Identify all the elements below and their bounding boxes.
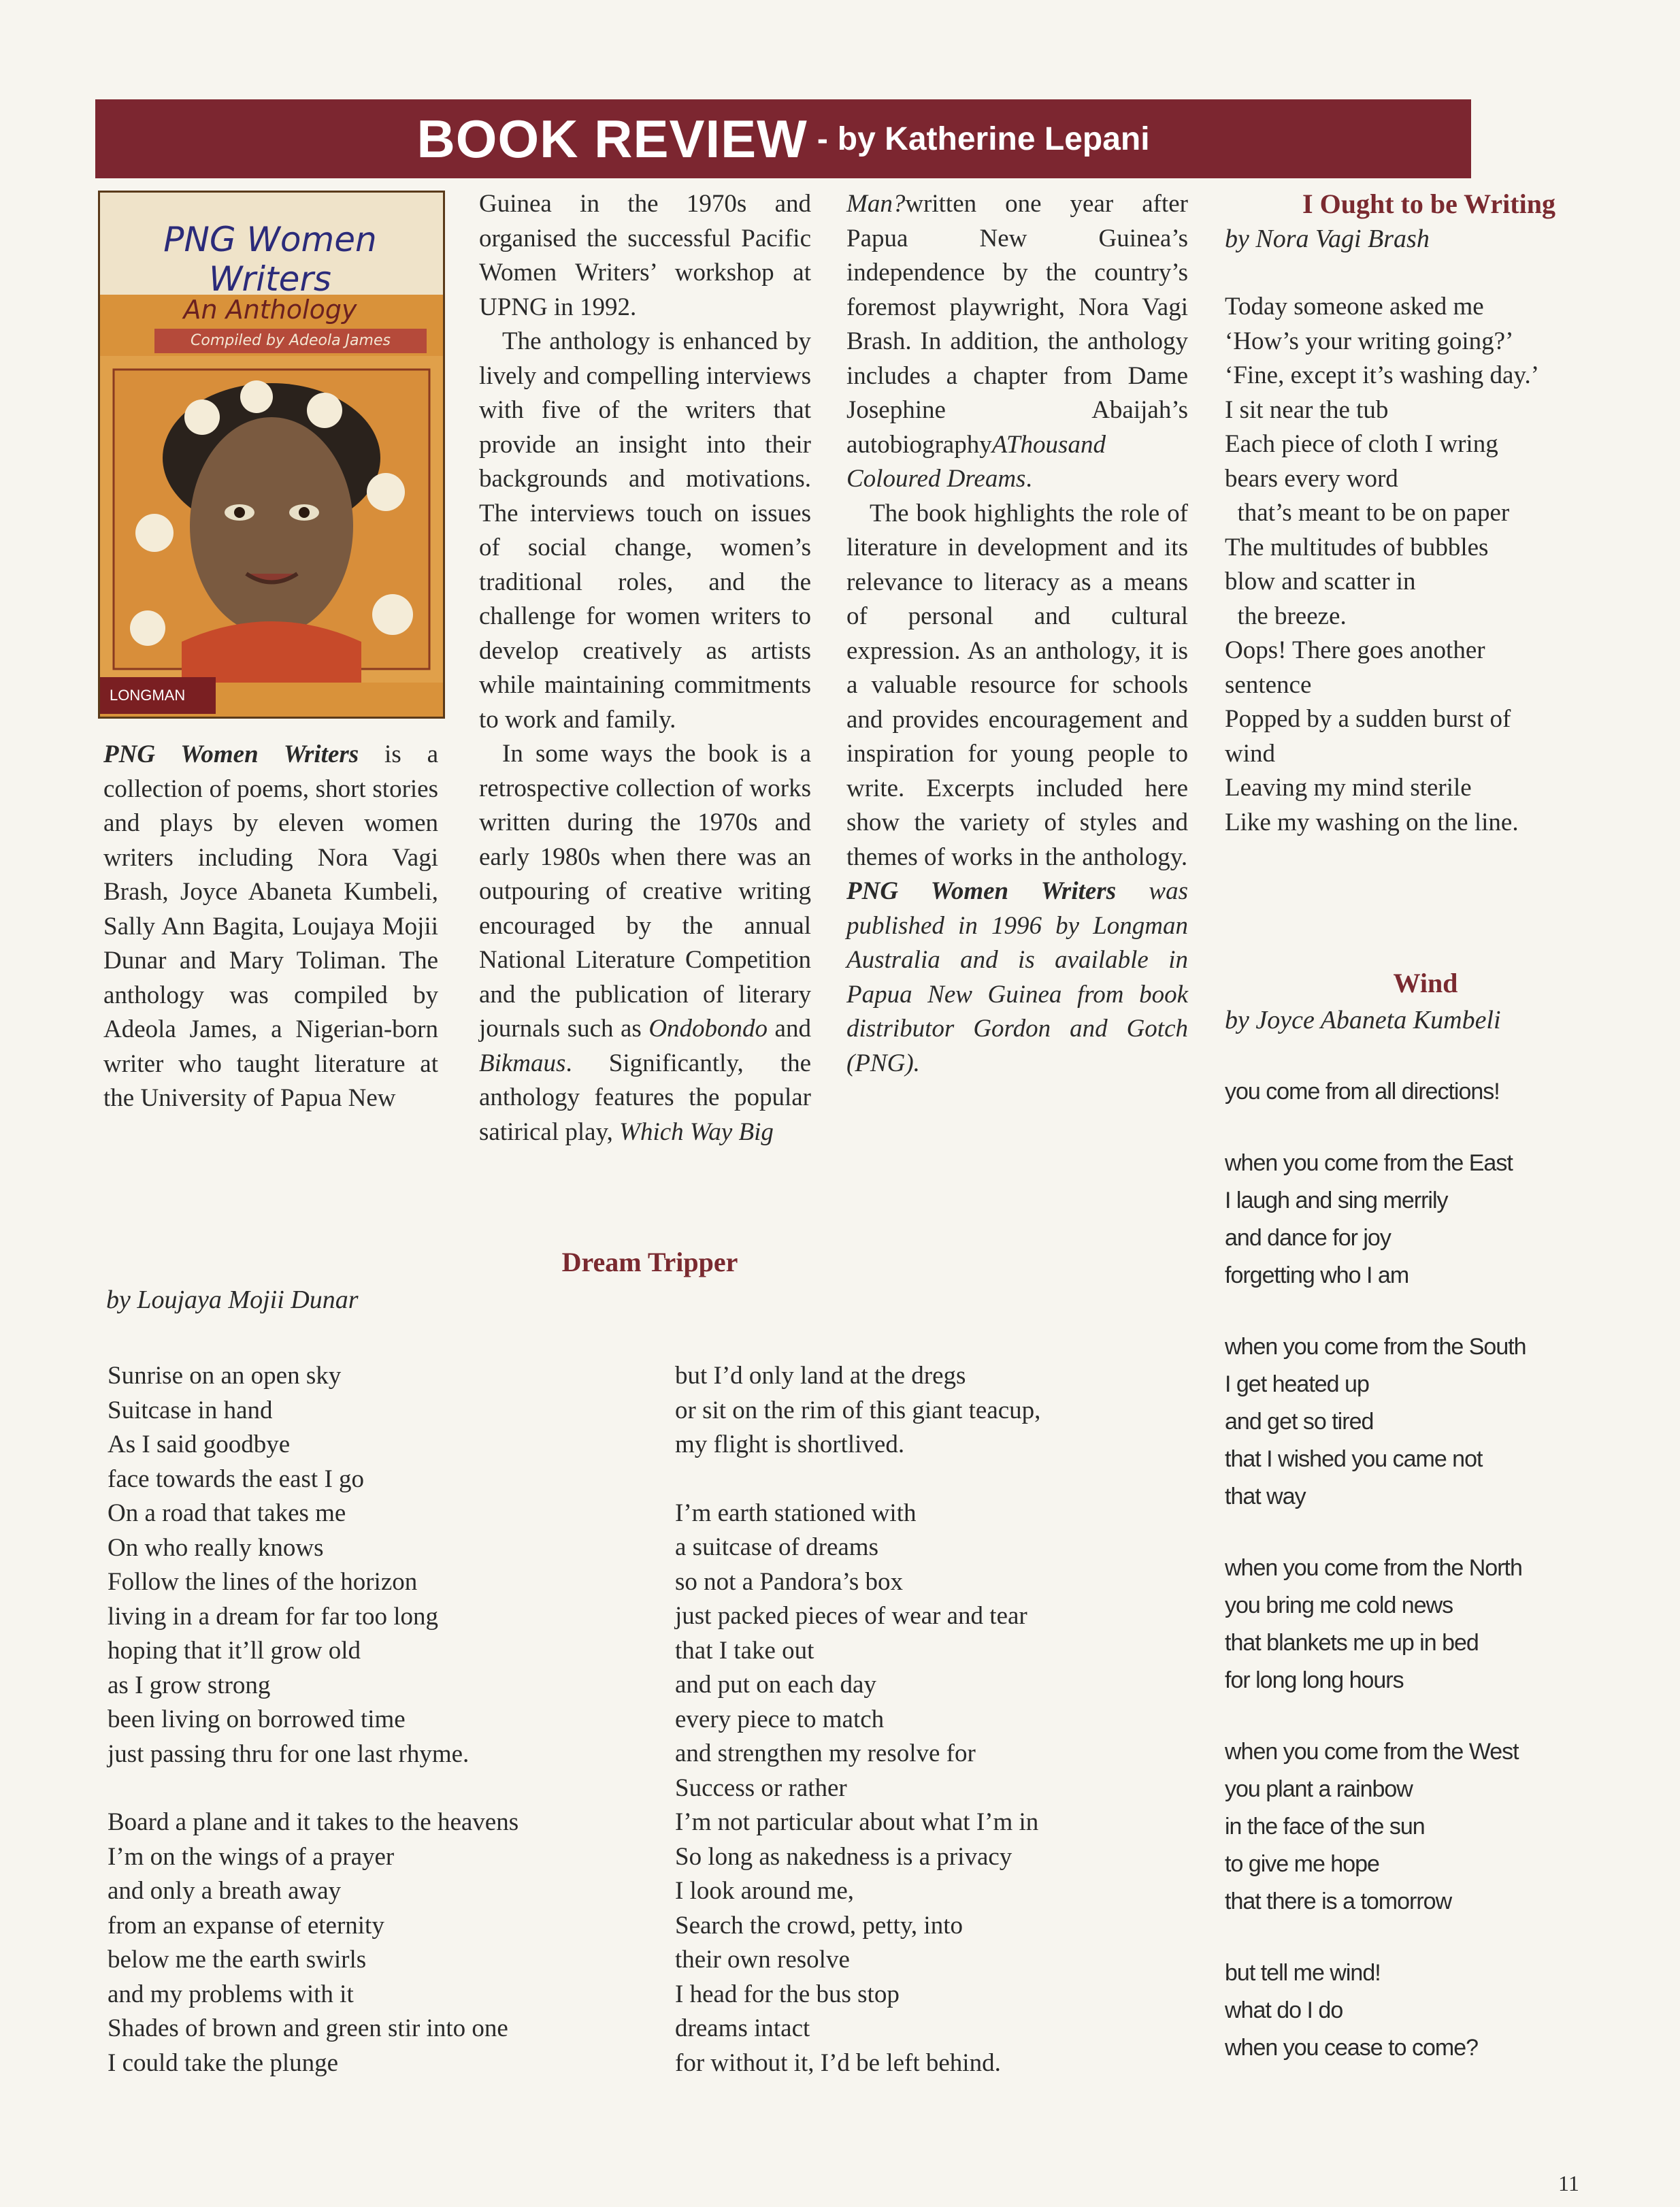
poem-line: Each piece of cloth I wring xyxy=(1225,430,1498,458)
review-column-3 xyxy=(846,187,1188,1081)
poem-line: As I said goodbye xyxy=(108,1431,291,1458)
review-paragraph-3 xyxy=(479,737,811,1149)
poem-line: a suitcase of dreams xyxy=(675,1533,878,1561)
poem-line: been living on borrowed time xyxy=(108,1705,406,1733)
review-text: was published in 1996 by Longman Australia and is available in Papua New Guinea from book distributor Gordon and Gotch (PNG). xyxy=(846,877,1189,1077)
poem-i-ought-to-be-writing xyxy=(1225,187,1633,840)
poem-line: Like my washing on the line. xyxy=(1225,808,1519,836)
banner-separator: - xyxy=(817,120,828,157)
poem-line: Search the crowd, petty, into xyxy=(675,1911,963,1940)
poem-line: and dance for joy xyxy=(1225,1225,1391,1251)
poem-line: in the face of the sun xyxy=(1225,1814,1425,1840)
poem-line: Success or rather xyxy=(675,1773,847,1802)
banner-byline: by Katherine Lepani xyxy=(837,120,1150,157)
poem-dream-tripper-author-block xyxy=(106,1283,358,1318)
poem-line: that there is a tomorrow xyxy=(1225,1889,1452,1914)
review-text: is a collection of poems, short stories and plays by eleven women writers including Nora Vagi Brash, Joyce Abaneta Kumbeli, Sally Ann Bagita, Loujaya Mojii Dunar and Mary Toliman. The anthology was compiled by Adeola James, a Nigerian-born writer who taught literature at the University of Papua New xyxy=(103,740,438,1112)
poem-line: and only a breath away xyxy=(108,1877,342,1905)
poem-line: their own resolve xyxy=(675,1946,850,1974)
poem-line: I look around me, xyxy=(675,1877,855,1905)
poem-line: that way xyxy=(1225,1484,1306,1509)
poem-line: my flight is shortlived. xyxy=(675,1431,905,1458)
review-text: written one year after Papua New Guinea’s independence by the country’s foremost playwright, Nora Vagi Brash. In addition, the anthology includes a chapter from Dame Josephine Abaijah’s autobiography xyxy=(846,190,1188,459)
poem-lines xyxy=(1225,1073,1647,2067)
poem-line: every piece to match xyxy=(675,1705,885,1733)
review-text: . Significantly, the anthology features the popular satirical play, xyxy=(479,1049,811,1146)
poem-line: but I’d only land at the dregs xyxy=(675,1362,966,1390)
autobiography-title: A xyxy=(991,430,1006,459)
poem-dream-tripper-title-block xyxy=(558,1245,742,1281)
poem-line: what do I do xyxy=(1225,1997,1343,2023)
poem-title: I Ought to be Writing xyxy=(1302,189,1555,219)
poem-wind xyxy=(1225,1002,1647,2067)
poem-lines xyxy=(1225,290,1633,840)
poem-line: Board a plane and it takes to the heavens xyxy=(108,1808,519,1836)
review-paragraph-1 xyxy=(103,738,438,1116)
poem-line: for without it, I’d be left behind. xyxy=(675,2048,1001,2077)
poem-author: by Nora Vagi Brash xyxy=(1225,224,1430,253)
journal-title: Ondobondo xyxy=(648,1015,768,1043)
poem-dream-tripper-column-2 xyxy=(675,1359,1219,2080)
review-text: and xyxy=(768,1015,811,1043)
poem-line: and put on each day xyxy=(675,1671,876,1699)
poem-line: you come from all directions! xyxy=(1225,1079,1500,1105)
poem-line: face towards the east I go xyxy=(108,1465,365,1493)
poem-line: I’m earth stationed with xyxy=(675,1499,917,1527)
cover-publisher-logo: LONGMAN xyxy=(100,677,216,714)
poem-line: or sit on the rim of this giant teacup, xyxy=(675,1396,1041,1424)
poem-dream-tripper-column-1 xyxy=(108,1359,720,2080)
poem-line: that’s meant to be on paper xyxy=(1225,499,1510,527)
review-column-1 xyxy=(103,738,438,1116)
cover-subtitle: An Anthology xyxy=(183,295,357,325)
poem-line: I sit near the tub xyxy=(1225,395,1389,424)
review-paragraph-continued xyxy=(479,187,811,325)
poem-line: that I wished you came not xyxy=(1225,1446,1483,1472)
review-text: . xyxy=(1025,465,1032,493)
book-title: PNG Women Writers xyxy=(846,877,1117,905)
poem-line: living in a dream for far too long xyxy=(108,1602,439,1631)
play-title: Which Way Big xyxy=(619,1117,774,1146)
review-paragraph-5 xyxy=(846,874,1188,1081)
journal-title: Bikmaus xyxy=(479,1049,566,1077)
review-text: In some ways the book is a retrospective collection of works written during the 1970s and early 1980s when there was an outpouring of creative writing encouraged by the annual National Literature Competition and the publication of literary journals such as xyxy=(479,740,811,1043)
poem-line: On a road that takes me xyxy=(108,1499,346,1527)
poem-line: Leaving my mind sterile xyxy=(1225,774,1472,802)
poem-line: So long as nakedness is a privacy xyxy=(675,1842,1012,1871)
poem-line: I’m not particular about what I’m in xyxy=(675,1808,1039,1836)
poem-title: Dream Tripper xyxy=(561,1247,738,1277)
poem-line: bears every word xyxy=(1225,464,1398,493)
poem-line: when you come from the West xyxy=(1225,1739,1519,1765)
page-number: 11 xyxy=(1558,2171,1579,2195)
poem-line: On who really knows xyxy=(108,1533,324,1562)
poem-lines xyxy=(675,1359,1219,2080)
poem-line: wind xyxy=(1225,739,1275,768)
poem-line: I laugh and sing merrily xyxy=(1225,1188,1448,1213)
poem-line: and my problems with it xyxy=(108,1980,354,2008)
poem-line: I head for the bus stop xyxy=(675,1980,900,2008)
poem-line: when you come from the East xyxy=(1225,1150,1513,1176)
poem-line: you plant a rainbow xyxy=(1225,1776,1413,1802)
poem-line: Sunrise on an open sky xyxy=(108,1362,342,1390)
poem-line: I get heated up xyxy=(1225,1371,1369,1397)
poem-line: for long long hours xyxy=(1225,1667,1404,1693)
poem-line: when you come from the South xyxy=(1225,1334,1526,1360)
poem-line: that I take out xyxy=(675,1636,814,1665)
poem-line: but tell me wind! xyxy=(1225,1960,1381,1986)
poem-line: blow and scatter in xyxy=(1225,568,1416,595)
poem-line: that blankets me up in bed xyxy=(1225,1630,1479,1656)
review-paragraph-4: The book highlights the role of literature in development and its relevance to literacy as a means of personal and cultural expression. As an anthology, it is a valuable resource for schools and provides encouragement and inspiration for young people to write. Excerpts included here show the variety of styles and themes of works in the anthology. xyxy=(846,499,1188,871)
poem-line: and strengthen my resolve for xyxy=(675,1739,976,1767)
book-title: PNG Women Writers xyxy=(103,740,359,768)
poem-line: as I grow strong xyxy=(108,1671,271,1699)
poem-line: The multitudes of bubbles xyxy=(1225,533,1489,561)
poem-line: just passing thru for one last rhyme. xyxy=(108,1739,470,1768)
cover-portrait-illustration xyxy=(100,356,443,683)
poem-line: when you cease to come? xyxy=(1225,2035,1479,2061)
autobiography-title: Thousand Coloured Dreams xyxy=(846,430,1106,493)
cover-title: PNG Women Writers xyxy=(163,220,377,299)
poem-line: from an expanse of eternity xyxy=(108,1911,384,1940)
poem-line: dreams intact xyxy=(675,2014,810,2042)
book-cover-image xyxy=(98,191,445,719)
poem-line: ‘Fine, except it’s washing day.’ xyxy=(1225,361,1540,389)
poem-line: so not a Pandora’s box xyxy=(675,1567,904,1596)
poem-line: the breeze. xyxy=(1225,602,1347,630)
poem-line: and get so tired xyxy=(1225,1409,1374,1435)
review-paragraph-continued xyxy=(846,187,1188,497)
section-banner xyxy=(95,99,1471,178)
poem-line: to give me hope xyxy=(1225,1851,1379,1877)
review-text: Guinea in the 1970s and organised the successful Pacific Women Writers’ workshop at UPNG in 1992. xyxy=(479,190,811,321)
poem-line: when you come from the North xyxy=(1225,1555,1522,1581)
poem-line: Shades of brown and green stir into one xyxy=(108,2014,508,2042)
poem-line: Today someone asked me xyxy=(1225,293,1484,321)
poem-line: forgetting who I am xyxy=(1225,1262,1409,1288)
poem-line: Oops! There goes another xyxy=(1225,636,1485,664)
poem-line: Popped by a sudden burst of xyxy=(1225,705,1511,733)
poem-line: you bring me cold news xyxy=(1225,1592,1453,1618)
poem-author: by Loujaya Mojii Dunar xyxy=(106,1286,359,1314)
poem-line: ‘How’s your writing going?’ xyxy=(1225,327,1514,355)
banner-title: BOOK REVIEW xyxy=(416,108,808,169)
review-column-2 xyxy=(479,187,811,1149)
poem-line: I’m on the wings of a prayer xyxy=(108,1842,395,1871)
poem-wind-title-block xyxy=(1225,966,1626,1002)
cover-compiler: Compiled by Adeola James xyxy=(154,329,427,353)
poem-line: I could take the plunge xyxy=(108,2048,339,2077)
poem-line: just packed pieces of wear and tear xyxy=(675,1602,1027,1630)
poem-line: Suitcase in hand xyxy=(108,1396,273,1424)
play-title: Man? xyxy=(846,190,906,218)
poem-lines xyxy=(108,1359,720,2080)
poem-line: hoping that it’ll grow old xyxy=(108,1637,361,1665)
poem-line: below me the earth swirls xyxy=(108,1946,367,1974)
review-paragraph-2: The anthology is enhanced by lively and compelling interviews with five of the writers that provide an insight into their backgrounds and motivations. The interviews touch on issues of social change, women’s traditional roles, and the challenge for women writers to develop creatively as artists while maintaining commitments to work and family. xyxy=(479,327,811,734)
poem-line: sentence xyxy=(1225,670,1312,699)
poem-line: Follow the lines of the horizon xyxy=(108,1568,418,1596)
poem-author: by Joyce Abaneta Kumbeli xyxy=(1225,1006,1501,1034)
poem-title: Wind xyxy=(1393,968,1458,998)
